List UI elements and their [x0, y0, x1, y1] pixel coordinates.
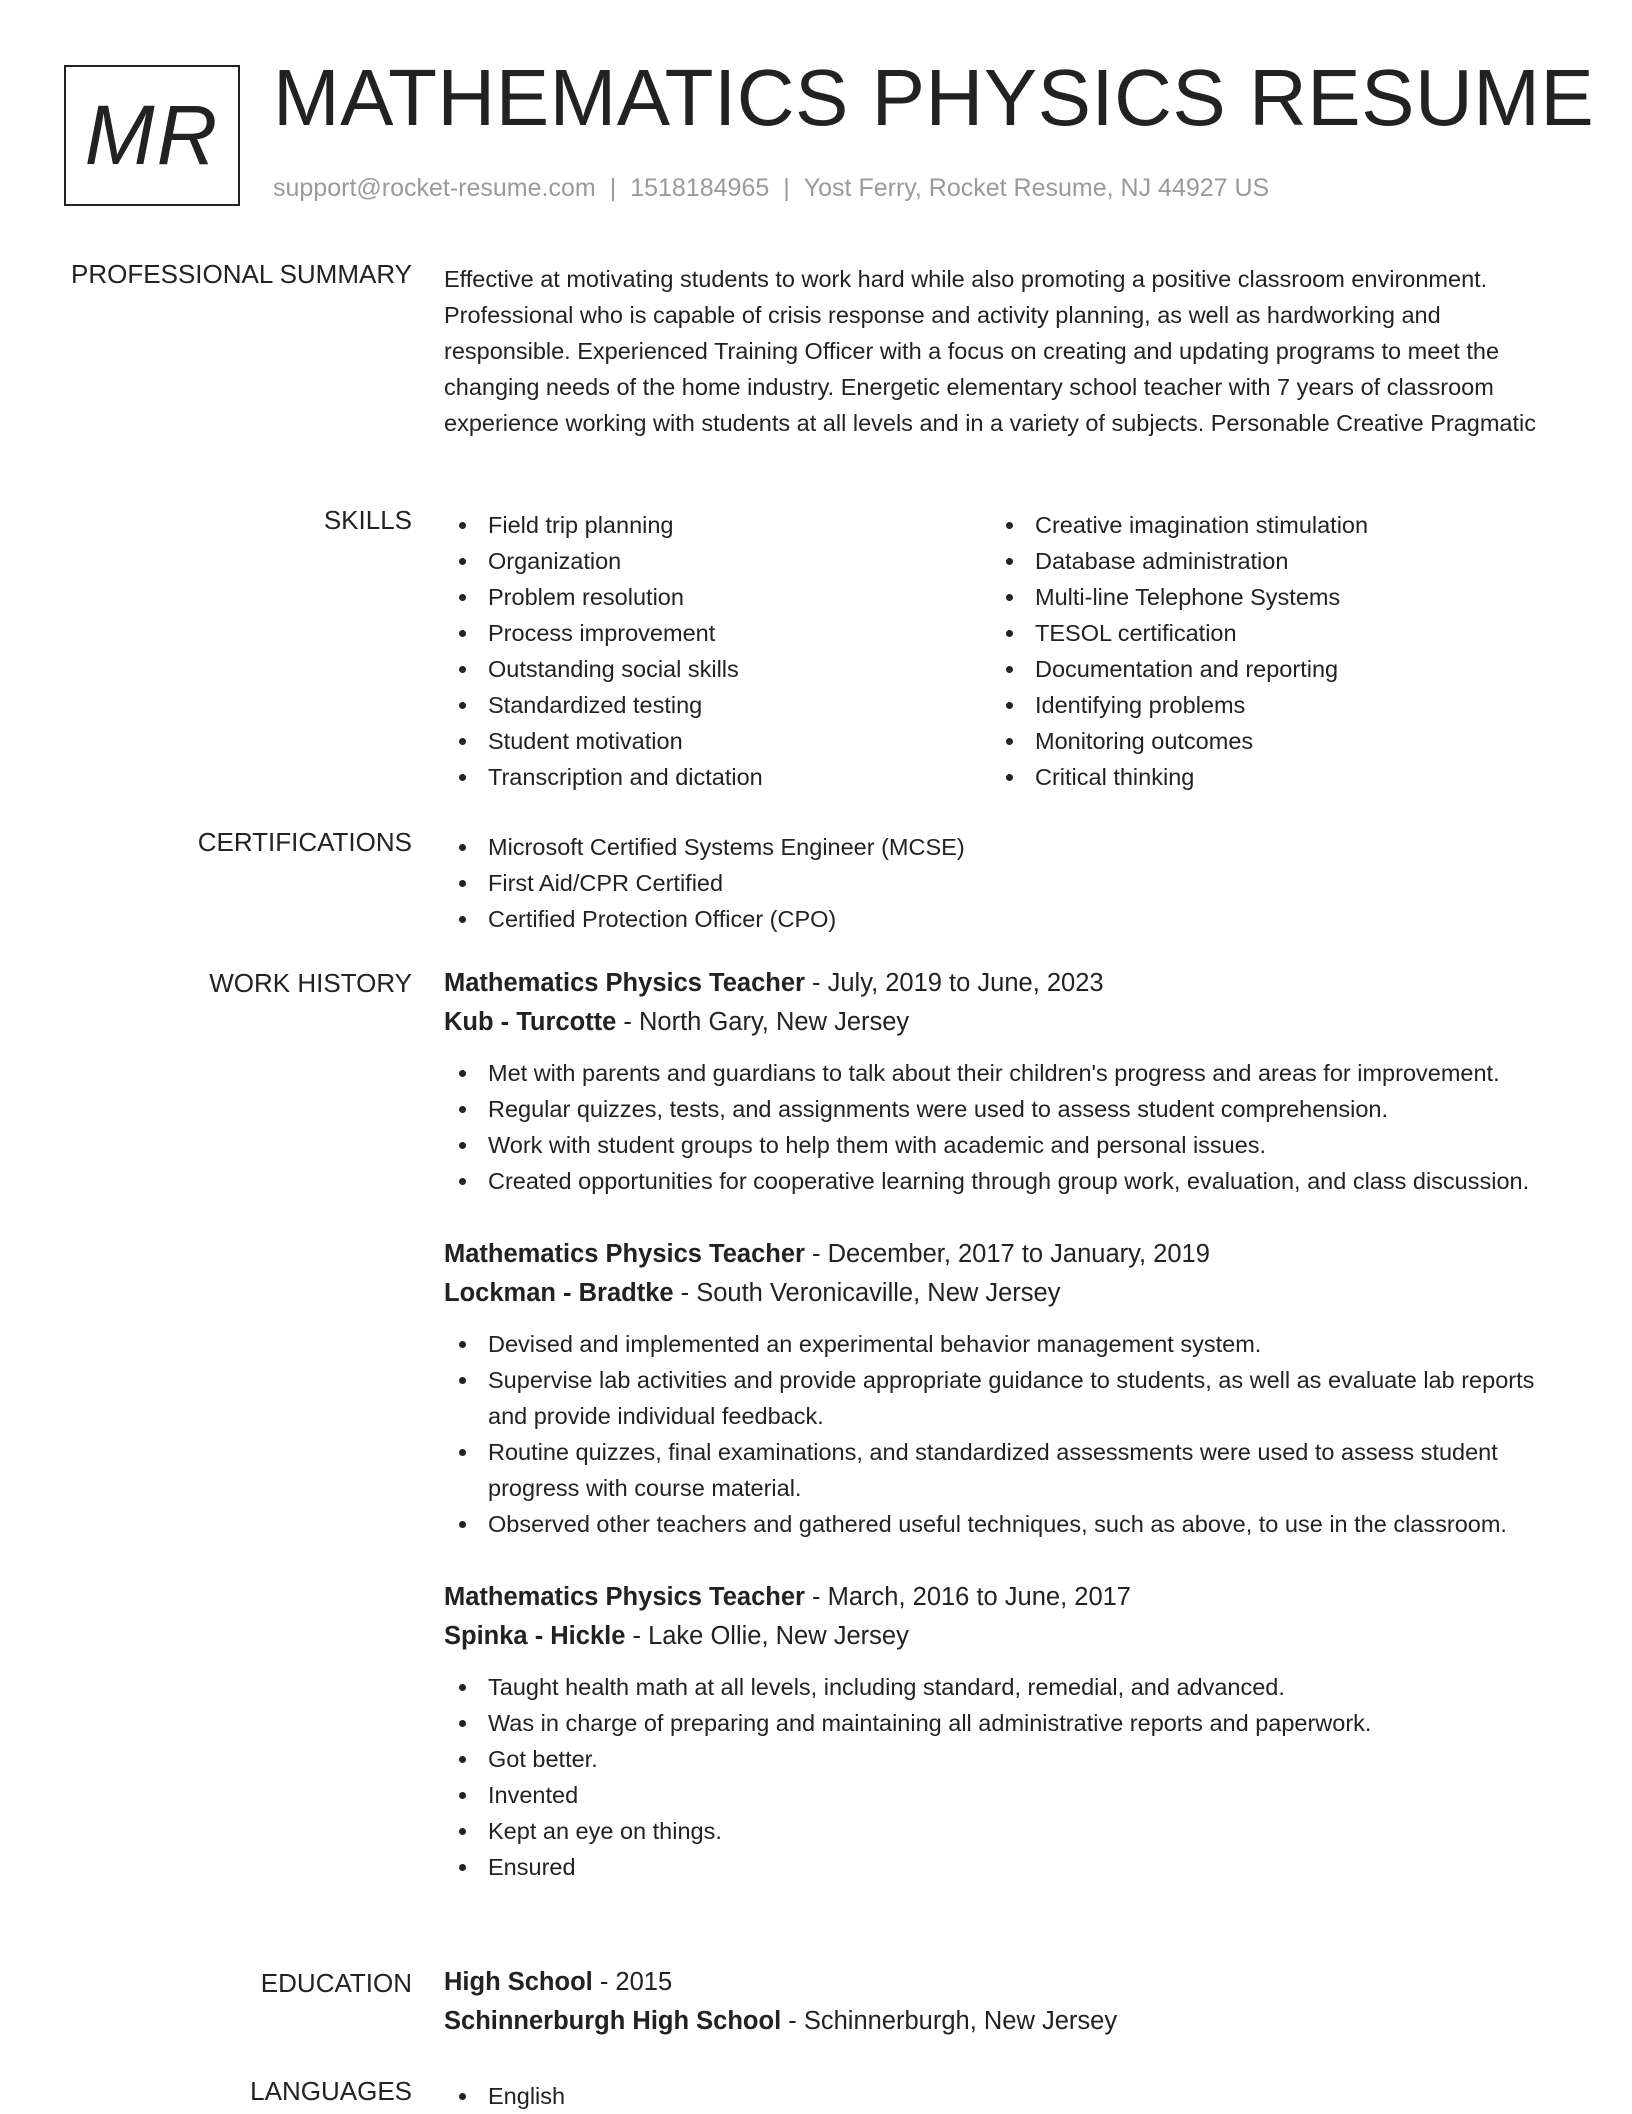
education-year: - 2015 [592, 1968, 673, 1996]
skill-item: Outstanding social skills [444, 651, 991, 687]
job-duty: Got better. [444, 1741, 1559, 1777]
skill-item: Student motivation [444, 723, 991, 759]
job-title: Mathematics Physics Teacher [444, 1583, 805, 1611]
job-duty: Kept an eye on things. [444, 1813, 1559, 1849]
contact-line [273, 174, 1269, 203]
job-title-line [444, 1578, 1559, 1617]
job-title-line [444, 964, 1559, 1003]
work-history-body [444, 964, 1559, 1921]
job-duty: Devised and implemented an experimental behavior management system. [444, 1326, 1559, 1362]
job-duty: Met with parents and guardians to talk about their children's progress and areas for improvement. [444, 1055, 1559, 1091]
job-duty: Routine quizzes, final examinations, and standardized assessments were used to assess student progress with course material. [444, 1434, 1559, 1506]
certifications-list [444, 829, 1559, 937]
contact-email[interactable]: support@rocket-resume.com [273, 174, 596, 202]
skill-item: Multi-line Telephone Systems [991, 579, 1538, 615]
job-duty: Work with student groups to help them with academic and personal issues. [444, 1127, 1559, 1163]
education-body [444, 1963, 1559, 2054]
job-title: Mathematics Physics Teacher [444, 969, 805, 997]
skills-list-right [991, 507, 1538, 795]
skill-item: Problem resolution [444, 579, 991, 615]
languages-list [444, 2078, 1559, 2114]
job-duty: Was in charge of preparing and maintaining all administrative reports and paperwork. [444, 1705, 1559, 1741]
contact-separator: | [609, 174, 617, 202]
section-label-certifications: CERTIFICATIONS [197, 827, 412, 857]
job-dates: - July, 2019 to June, 2023 [804, 969, 1104, 997]
certification-item: First Aid/CPR Certified [444, 865, 1559, 901]
job-title-line [444, 1235, 1559, 1274]
skill-item: Standardized testing [444, 687, 991, 723]
job-duties [444, 1669, 1559, 1885]
skill-item: Critical thinking [991, 759, 1538, 795]
job-dates: - December, 2017 to January, 2019 [804, 1240, 1210, 1268]
section-label-skills: SKILLS [323, 505, 412, 535]
job-location: - South Veronicaville, New Jersey [673, 1279, 1061, 1307]
job-duty: Invented [444, 1777, 1559, 1813]
job-company-line [444, 1617, 1559, 1655]
job-company-line [444, 1274, 1559, 1312]
skill-item: Process improvement [444, 615, 991, 651]
language-item: English [444, 2078, 1559, 2114]
certification-item: Microsoft Certified Systems Engineer (MCSE) [444, 829, 1559, 865]
resume-title: MATHEMATICS PHYSICS RESUME [273, 53, 1595, 142]
languages-body [444, 2078, 1559, 2114]
job-company: Lockman - Bradtke [444, 1279, 674, 1307]
section-label-education: EDUCATION [260, 1968, 412, 1998]
skills-columns [444, 507, 1559, 795]
job-company: Kub - Turcotte [444, 1008, 617, 1036]
education-school-line [444, 2002, 1559, 2040]
education-school: Schinnerburgh High School [444, 2007, 782, 2035]
skill-item: Creative imagination stimulation [991, 507, 1538, 543]
job-entry [444, 1235, 1559, 1542]
job-duty: Observed other teachers and gathered useful techniques, such as above, to use in the classroom. [444, 1506, 1559, 1542]
skill-item: Monitoring outcomes [991, 723, 1538, 759]
job-company-line [444, 1003, 1559, 1041]
section-label-work-history: WORK HISTORY [209, 968, 412, 998]
job-dates: - March, 2016 to June, 2017 [804, 1583, 1131, 1611]
job-entry [444, 964, 1559, 1199]
section-label-summary: PROFESSIONAL SUMMARY [71, 259, 412, 289]
job-duty: Taught health math at all levels, including standard, remedial, and advanced. [444, 1669, 1559, 1705]
job-duties [444, 1055, 1559, 1199]
skill-item: Identifying problems [991, 687, 1538, 723]
contact-separator: | [783, 174, 790, 202]
education-location: - Schinnerburgh, New Jersey [781, 2007, 1118, 2035]
skill-item: Field trip planning [444, 507, 991, 543]
contact-address: Yost Ferry, Rocket Resume, NJ 44927 US [803, 174, 1270, 202]
skill-item: Database administration [991, 543, 1538, 579]
job-duty: Supervise lab activities and provide appropriate guidance to students, as well as evaluate lab reports and provide individual feedback. [444, 1362, 1559, 1434]
job-company: Spinka - Hickle [444, 1622, 626, 1650]
section-label-languages: LANGUAGES [250, 2076, 412, 2106]
job-duty: Created opportunities for cooperative learning through group work, evaluation, and class discussion. [444, 1163, 1559, 1199]
skills-list-left [444, 507, 991, 795]
job-duties [444, 1326, 1559, 1542]
certifications-body [444, 829, 1559, 937]
job-duty: Ensured [444, 1849, 1559, 1885]
education-degree: High School [444, 1968, 593, 1996]
skill-item: Transcription and dictation [444, 759, 991, 795]
job-location: - North Gary, New Jersey [616, 1008, 910, 1036]
monogram: MR [64, 65, 240, 206]
job-duty: Regular quizzes, tests, and assignments were used to assess student comprehension. [444, 1091, 1559, 1127]
job-location: - Lake Ollie, New Jersey [625, 1622, 909, 1650]
contact-phone: 1518184965 [630, 174, 770, 202]
job-title: Mathematics Physics Teacher [444, 1240, 805, 1268]
certification-item: Certified Protection Officer (CPO) [444, 901, 1559, 937]
skill-item: TESOL certification [991, 615, 1538, 651]
skill-item: Organization [444, 543, 991, 579]
education-degree-line [444, 1963, 1559, 2002]
skill-item: Documentation and reporting [991, 651, 1538, 687]
summary-text: Effective at motivating students to work hard while also promoting a positive classroom environment. Professional who is capable of crisis response and activity planning, as well as hardworking and responsible. Experienced Training Officer with a focus on creating and updating programs to meet the changing needs of the home industry. Energetic elementary school teacher with 7 years of classroom experience working with students at all levels and in a variety of subjects. Personable Creative Pragmatic [444, 266, 1536, 436]
job-entry [444, 1578, 1559, 1885]
